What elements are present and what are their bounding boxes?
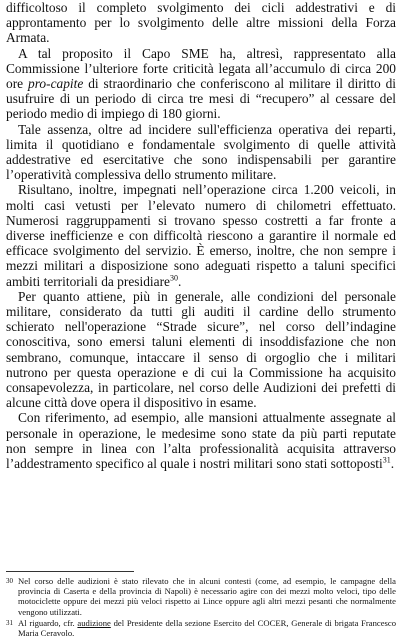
footnote-30-text: Nel corso delle audizioni è stato rilevato che in alcuni contesti (come, ad esempio, le campagne della provincia di Caserta e della provincia di Napoli) è necessario agire con dei mezzi molto veloci, tipo delle motociclette oppure dei mezzi più veloci rispetto ai Lince oppure agli altri mezzi pesanti che normalmente vengono utilizzati. [18, 576, 396, 617]
paragraph-6 [6, 410, 396, 471]
paragraph-2-text-before: A tal proposito il Capo SME ha, altresì, rappresentato alla Commissione l’ulteriore forte criticità legata all’accumulo di circa 200 ore [6, 45, 396, 92]
paragraph-1-text: difficoltoso il completo svolgimento dei cicli addestrativi e di approntamento per lo svolgimento delle altre missioni della Forza Armata. [6, 0, 396, 46]
paragraph-3 [6, 122, 396, 183]
footnote-31-text-after: del Presidente della sezione Esercito del COCER, Generale di brigata Francesco Maria Ceravolo. [18, 617, 396, 639]
footnote-ref-31[interactable]: 31 [382, 455, 391, 465]
paragraph-4-text: Risultano, inoltre, impegnati nell’operazione circa 1.200 veicoli, in molti casi vetusti per l’elevato numero di chilometri effettuato. Numerosi raggruppamenti si trovano spesso costretti a far fronte a diverse inefficienze e con difficoltà riescono a garantire il normale ed efficace svolgimento del servizio. È emerso, inoltre, che non sempre i mezzi militari a disposizione sono adeguati rispetto a taluni specifici ambiti territoriali da presidiare [6, 182, 396, 289]
paragraph-1 [6, 0, 396, 46]
paragraph-6-text: Con riferimento, ad esempio, alle mansioni attualmente assegnate al personale in operazione, le medesime sono state da più parti reputate non sempre in linea con l’alta professionalità acquisita attraverso l’addestramento specifico al quale i nostri militari sono stati sottoposti [6, 410, 396, 472]
footnotes [6, 576, 396, 639]
body-text [6, 0, 396, 471]
footnote-30-number: 30 [6, 577, 13, 585]
footnote-30 [6, 576, 396, 617]
footnote-31-link[interactable]: audizione [77, 617, 111, 628]
paragraph-6-end: . [390, 456, 395, 472]
paragraph-5-text: Per quanto attiene, più in generale, alle condizioni del personale militare, considerato da tutti gli auditi il cardine dello strumento schierato nell'operazione “Strade sicure”, nel corso dell’indagine conoscitiva, sono emersi taluni elementi di insoddisfazione che non sembrano, comunque, intaccare il senso di orgoglio che i militari nutrono per questa operazione e di cui la Commissione ha acquisito consapevolezza, in particolare, nel corso delle Audizioni dei prefetti di alcune città dove opera il dispositivo in esame. [6, 288, 396, 411]
footnote-ref-30[interactable]: 30 [169, 273, 178, 283]
paragraph-5 [6, 289, 396, 411]
paragraph-3-text: Tale assenza, oltre ad incidere sull'efficienza operativa dei reparti, limita il quotidiano e fondamentale svolgimento di quelle attività addestrative ed esercitative che sono indispensabili per garantire l’operatività complessiva dello strumento militare. [6, 121, 396, 183]
footnote-31-text-before: Al riguardo, cfr. [18, 617, 78, 628]
footnote-divider [6, 571, 134, 572]
paragraph-4: Risultano, inoltre, impegnati nell’operazione circa 1.200 veicoli, in molti casi vetusti per l’elevato numero di chilometri effettuato. Numerosi raggruppamenti si trovano spesso costretti a far fronte a diverse inefficienze e con difficoltà riescono a garantire il normale ed efficace svolgimento del servizio. È emerso, inoltre, che non sempre i mezzi militari a disposizione sono adeguati rispetto a taluni specifici ambiti territoriali da presidiare$^{30}$. [6, 182, 396, 289]
paragraph-2 [6, 46, 396, 122]
paragraph-2-italic-term: pro-capite [28, 76, 84, 92]
footnote-31-text [18, 618, 396, 638]
footnote-31-number: 31 [6, 618, 13, 627]
paragraph-2-text-after: di straordinario che conferiscono al militare il diritto di usufruire di un periodo di circa tre mesi di “recupero” al cessare del periodo medio di impiego di 180 giorni. [6, 76, 396, 122]
footnote-31 [6, 618, 396, 638]
